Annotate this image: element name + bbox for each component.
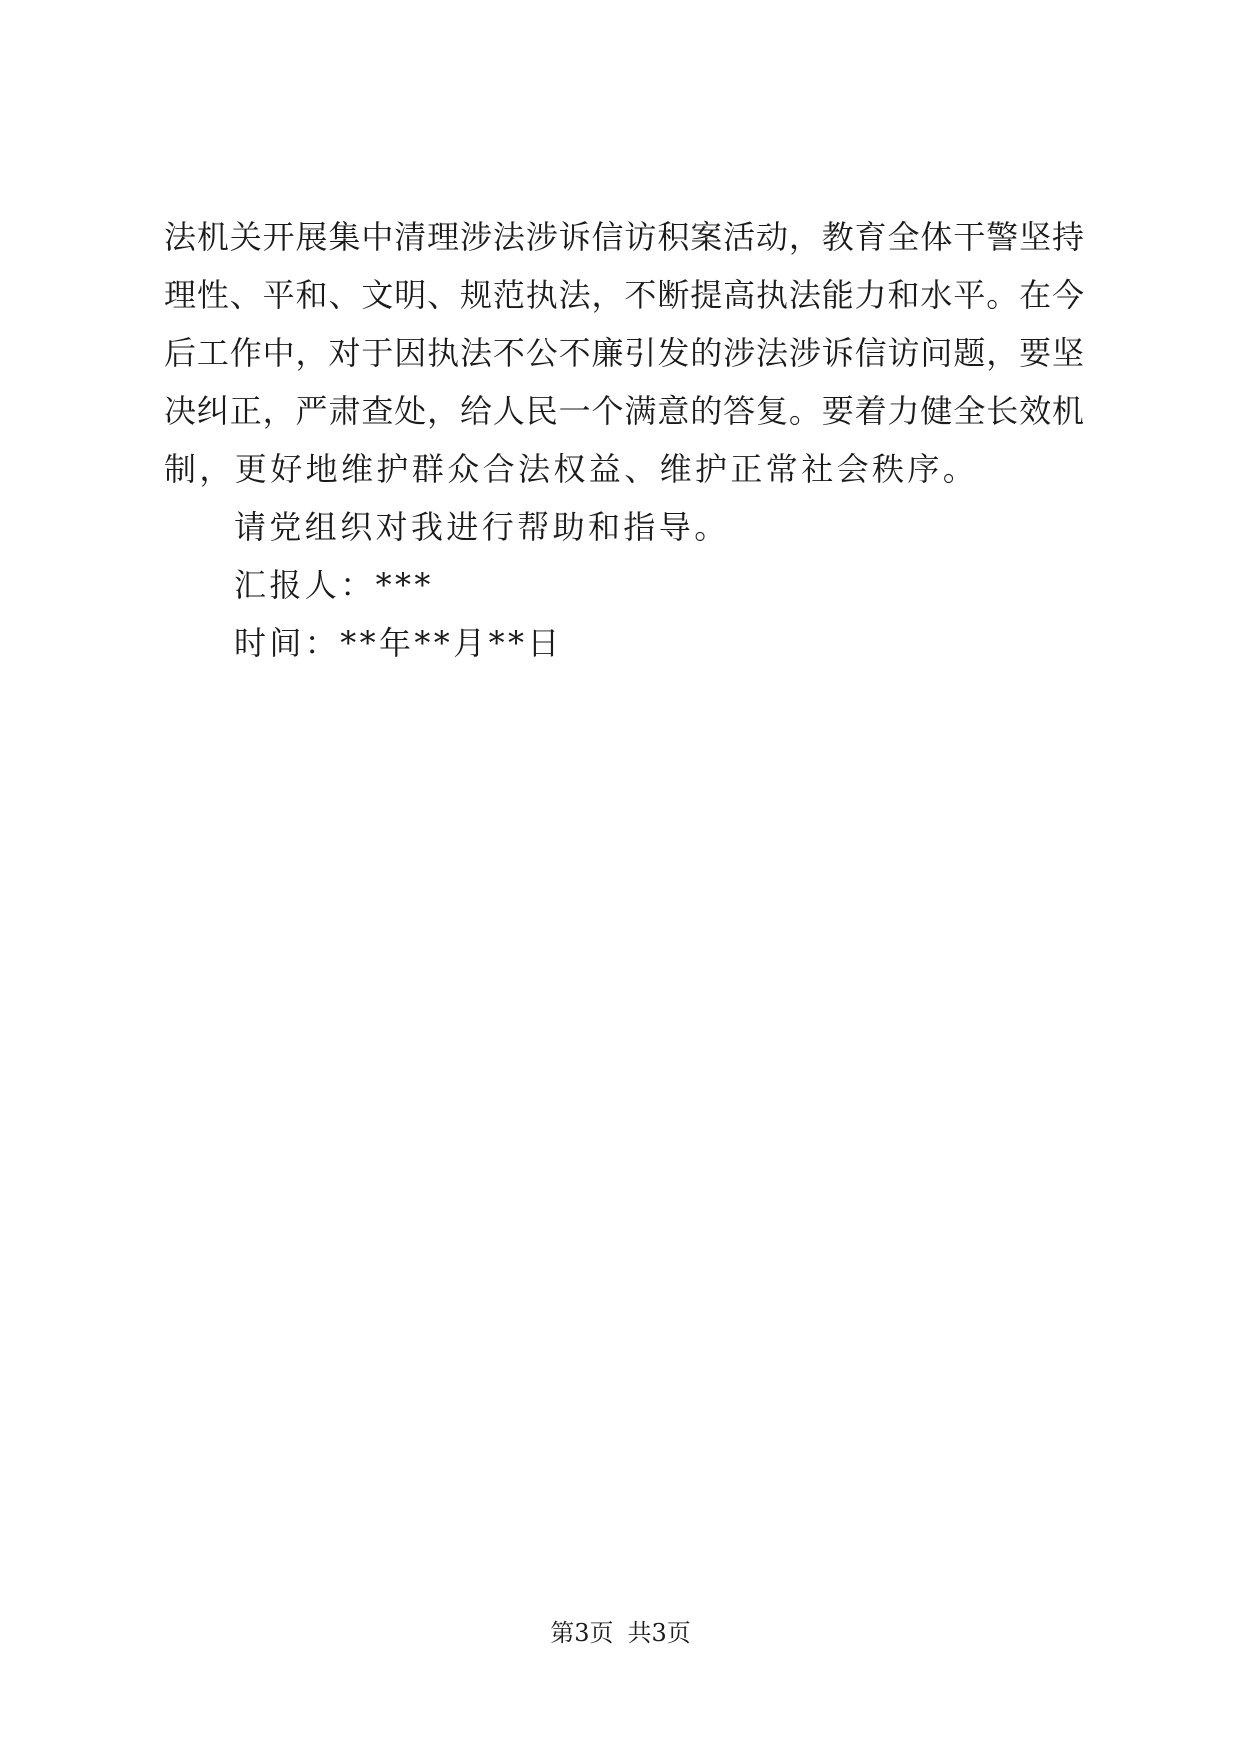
- page-number-current: 第3页: [550, 1619, 614, 1647]
- page-number-total: 共3页: [627, 1619, 691, 1647]
- paragraph-line-1: 法机关开展集中清理涉法涉诉信访积案活动，教育全体干警坚持: [164, 218, 1084, 256]
- paragraph-line-4: 决纠正，严肃查处，给人民一个满意的答复。要着力健全长效机: [164, 392, 1084, 430]
- paragraph-line-2: 理性、平和、文明、规范执法，不断提高执法能力和水平。在今: [164, 276, 1084, 314]
- reporter-line: 汇报人：***: [234, 566, 434, 604]
- request-line: 请党组织对我进行帮助和指导。: [234, 508, 730, 546]
- page-footer: [0, 1618, 1241, 1648]
- date-line: 时间：**年**月**日: [234, 624, 563, 662]
- document-body: [164, 208, 1084, 672]
- paragraph-line-5: 制，更好地维护群众合法权益、维护正常社会秩序。: [164, 450, 979, 488]
- paragraph-line-3: 后工作中，对于因执法不公不廉引发的涉法涉诉信访问题，要坚: [164, 334, 1084, 372]
